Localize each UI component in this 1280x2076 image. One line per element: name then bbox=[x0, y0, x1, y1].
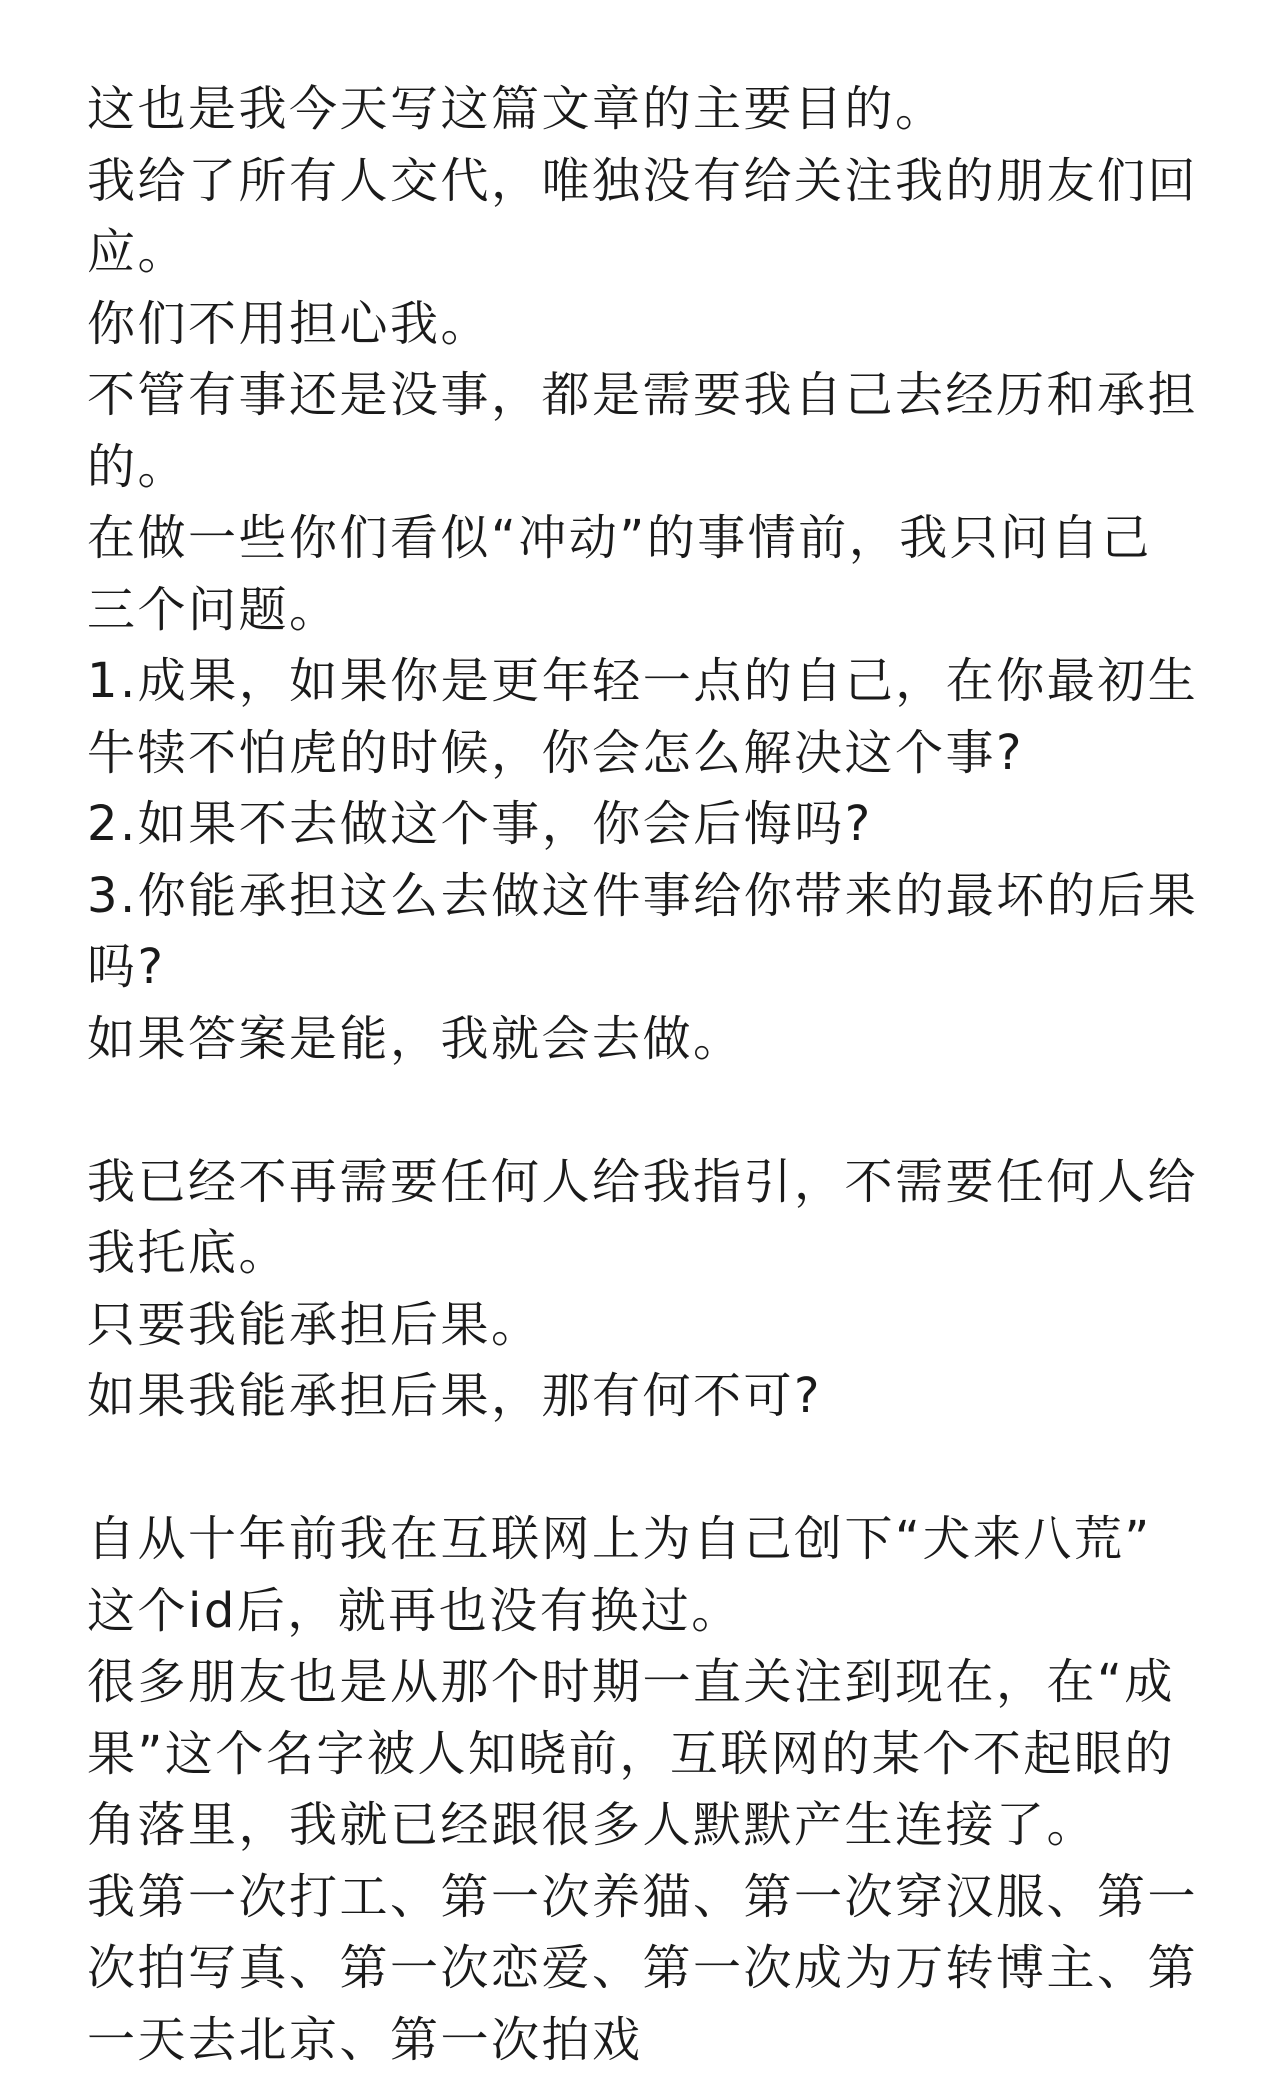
text-line: 你们不用担心我。 bbox=[87, 289, 1227, 361]
text-line: 次拍写真、第一次恋爱、第一次成为万转博主、第 bbox=[87, 1933, 1227, 2005]
text-line: 我已经不再需要任何人给我指引，不需要任何人给 bbox=[87, 1147, 1227, 1219]
text-line: 自从十年前我在互联网上为自己创下“犬来八荒” bbox=[87, 1504, 1227, 1576]
text-line: 的。 bbox=[87, 432, 1227, 504]
text-line: 角落里，我就已经跟很多人默默产生连接了。 bbox=[87, 1790, 1227, 1862]
text-line: 1.成果，如果你是更年轻一点的自己，在你最初生 bbox=[87, 646, 1227, 718]
text-line: 这个id后，就再也没有换过。 bbox=[87, 1576, 1227, 1648]
text-line: 2.如果不去做这个事，你会后悔吗? bbox=[87, 789, 1227, 861]
text-line: 在做一些你们看似“冲动”的事情前，我只问自己 bbox=[87, 503, 1227, 575]
text-line: 3.你能承担这么去做这件事给你带来的最坏的后果 bbox=[87, 861, 1227, 933]
text-line: 吗? bbox=[87, 932, 1227, 1004]
text-line: 果”这个名字被人知晓前，互联网的某个不起眼的 bbox=[87, 1719, 1227, 1791]
text-line: 三个问题。 bbox=[87, 575, 1227, 647]
text-line: 如果答案是能，我就会去做。 bbox=[87, 1004, 1227, 1076]
paragraph-gap bbox=[87, 1075, 1227, 1147]
text-line: 如果我能承担后果，那有何不可? bbox=[87, 1361, 1227, 1433]
text-line: 一天去北京、第一次拍戏 bbox=[87, 2005, 1227, 2076]
article-body bbox=[87, 74, 1227, 2076]
text-line: 应。 bbox=[87, 217, 1227, 289]
text-line: 很多朋友也是从那个时期一直关注到现在，在“成 bbox=[87, 1647, 1227, 1719]
text-line: 不管有事还是没事，都是需要我自己去经历和承担 bbox=[87, 360, 1227, 432]
text-line: 只要我能承担后果。 bbox=[87, 1290, 1227, 1362]
text-line: 牛犊不怕虎的时候，你会怎么解决这个事? bbox=[87, 718, 1227, 790]
paragraph-gap bbox=[87, 1433, 1227, 1505]
text-line: 这也是我今天写这篇文章的主要目的。 bbox=[87, 74, 1227, 146]
text-line: 我第一次打工、第一次养猫、第一次穿汉服、第一 bbox=[87, 1862, 1227, 1934]
text-line: 我给了所有人交代，唯独没有给关注我的朋友们回 bbox=[87, 146, 1227, 218]
text-line: 我托底。 bbox=[87, 1218, 1227, 1290]
